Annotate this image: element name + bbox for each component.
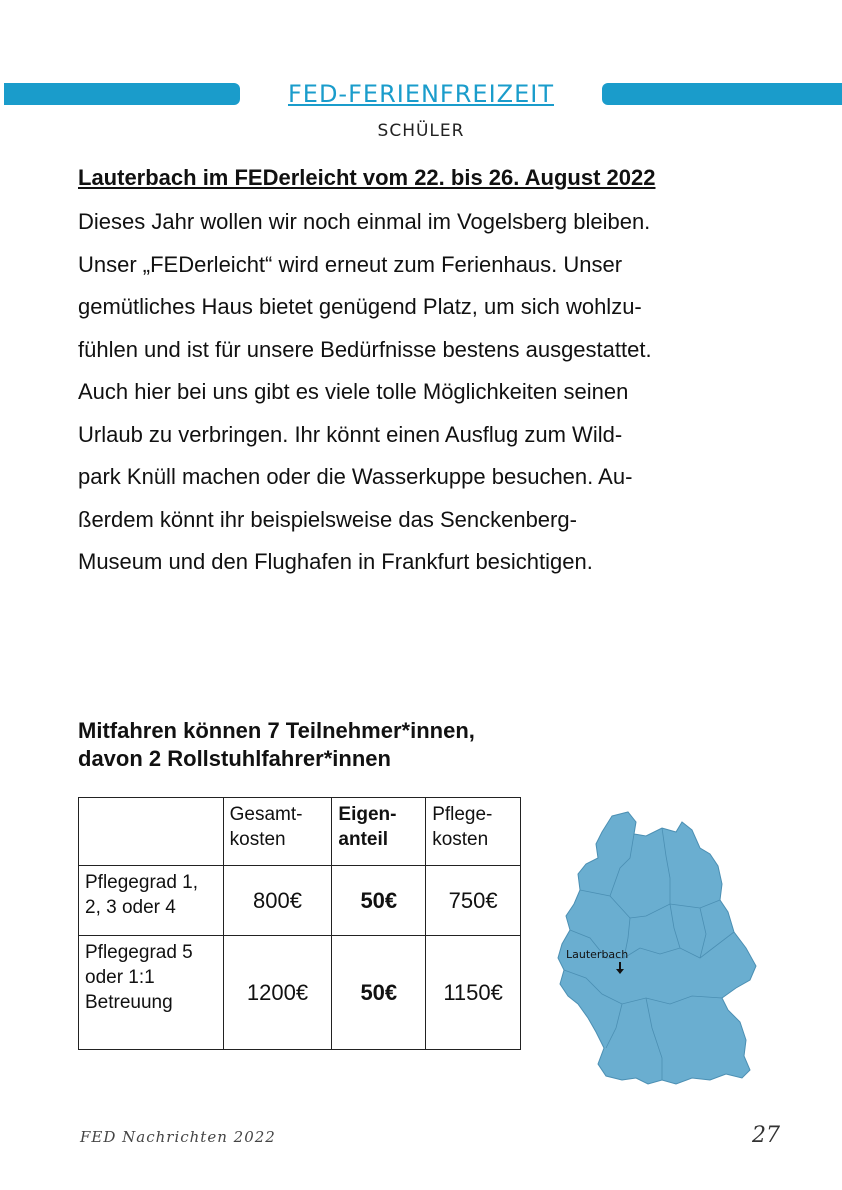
cell-eigenanteil: 50€ <box>332 866 426 936</box>
header-text: Eigen- <box>338 804 397 825</box>
germany-map <box>550 808 760 1093</box>
cell-eigenanteil: 50€ <box>332 936 426 1050</box>
header-eigenanteil <box>332 798 426 866</box>
header-bar-left <box>0 83 240 105</box>
participants-line: davon 2 Rollstuhlfahrer*innen <box>78 746 391 771</box>
section-subtitle: SCHÜLER <box>377 121 465 141</box>
participants-heading <box>78 717 598 773</box>
row-label-text: oder 1:1 <box>85 967 155 988</box>
table-header-row <box>79 798 521 866</box>
header-text: kosten <box>229 829 286 850</box>
germany-map-icon <box>550 808 760 1093</box>
row-label <box>79 866 224 936</box>
body-line: Unser „FEDerleicht“ wird erneut zum Ferienhaus. Unser <box>78 251 623 277</box>
body-line: fühlen und ist für unsere Bedürfnisse bestens ausgestattet. <box>78 336 652 362</box>
table-row <box>79 866 521 936</box>
row-label-text: Betreuung <box>85 992 173 1013</box>
participants-line: Mitfahren können 7 Teilnehmer*innen, <box>78 718 475 743</box>
header-text: anteil <box>338 829 389 850</box>
body-line: Auch hier bei uns gibt es viele tolle Möglichkeiten seinen <box>78 379 629 404</box>
row-label <box>79 936 224 1050</box>
cell-pflegekosten: 1150€ <box>426 936 521 1050</box>
body-line: ßerdem könnt ihr beispielsweise das Senckenberg- <box>78 506 577 532</box>
map-city-label: Lauterbach <box>566 948 629 961</box>
cell-pflegekosten: 750€ <box>426 866 521 936</box>
header-pflegekosten <box>426 798 521 866</box>
cell-gesamtkosten: 800€ <box>223 866 332 936</box>
header-gesamtkosten <box>223 798 332 866</box>
body-line: Museum und den Flughafen in Frankfurt besichtigen. <box>78 549 593 574</box>
cost-table <box>78 797 521 1050</box>
row-label-text: Pflegegrad 5 <box>85 942 193 963</box>
header-text: kosten <box>432 829 489 850</box>
article-body <box>78 201 762 584</box>
table-row <box>79 936 521 1050</box>
table-corner-cell <box>79 798 224 866</box>
article-title: Lauterbach im FEDerleicht vom 22. bis 26. August 2022 <box>78 165 656 190</box>
footer-publication: FED Nachrichten 2022 <box>80 1128 276 1146</box>
section-title: FED-FERIENFREIZEIT <box>287 80 554 108</box>
body-line: Dieses Jahr wollen wir noch einmal im Vogelsberg bleiben. <box>78 209 651 234</box>
body-line: park Knüll machen oder die Wasserkuppe besuchen. Au- <box>78 464 633 489</box>
page-number: 27 <box>752 1123 780 1148</box>
body-line: gemütliches Haus bietet genügend Platz, um sich wohlzu- <box>78 294 642 319</box>
body-line: Urlaub zu verbringen. Ihr könnt einen Ausflug zum Wild- <box>78 421 623 447</box>
header-text: Pflege- <box>432 804 493 825</box>
cell-gesamtkosten: 1200€ <box>223 936 332 1050</box>
row-label-text: 2, 3 oder 4 <box>85 897 176 918</box>
header-text: Gesamt- <box>229 804 303 825</box>
row-label-text: Pflegegrad 1, <box>85 872 199 893</box>
header-bar-right <box>602 83 842 105</box>
